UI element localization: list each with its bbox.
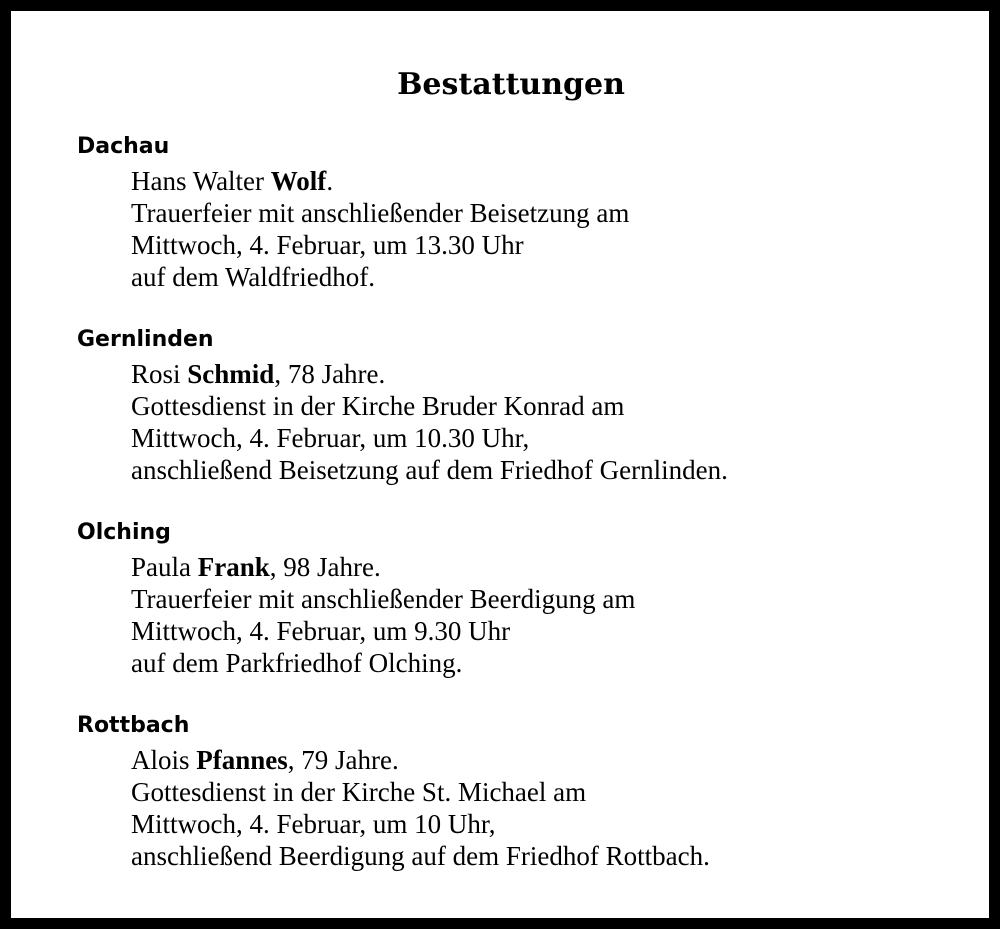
- ceremony-line: Trauerfeier mit anschließender Beisetzung am: [131, 198, 630, 228]
- age-text: , 98 Jahre.: [269, 552, 381, 582]
- given-name: Hans Walter: [131, 166, 271, 196]
- deceased-name-line: [131, 358, 977, 390]
- given-name: Alois: [131, 745, 197, 775]
- location-line: anschließend Beisetzung auf dem Friedhof Gernlinden.: [131, 455, 728, 485]
- deceased-name-line: [131, 551, 977, 583]
- ceremony-line: Gottesdienst in der Kirche Bruder Konrad am: [131, 391, 625, 421]
- burial-section-dachau: [77, 133, 977, 293]
- location-line: auf dem Waldfriedhof.: [131, 262, 375, 292]
- date-time-line: Mittwoch, 4. Februar, um 13.30 Uhr: [131, 230, 524, 260]
- burial-section-gernlinden: [77, 326, 977, 486]
- deceased-name-line: [131, 165, 977, 197]
- location-line: anschließend Beerdigung auf dem Friedhof Rottbach.: [131, 841, 710, 871]
- burial-section-olching: [77, 519, 977, 679]
- deceased-name-line: [131, 744, 977, 776]
- surname: Frank: [197, 552, 270, 582]
- surname: Pfannes: [196, 745, 288, 775]
- given-name: Rosi: [131, 359, 188, 389]
- ceremony-line: Gottesdienst in der Kirche St. Michael am: [131, 777, 587, 807]
- date-time-line: Mittwoch, 4. Februar, um 10.30 Uhr,: [131, 423, 530, 453]
- burial-entry: [131, 165, 977, 293]
- burial-entry: [131, 551, 977, 679]
- burial-entry: [131, 744, 977, 872]
- page-title: Bestattungen: [397, 67, 625, 102]
- surname: Wolf: [270, 166, 327, 196]
- given-name: Paula: [131, 552, 198, 582]
- burial-entry: [131, 358, 977, 486]
- surname: Schmid: [187, 359, 275, 389]
- date-time-line: Mittwoch, 4. Februar, um 10 Uhr,: [131, 809, 496, 839]
- date-time-line: Mittwoch, 4. Februar, um 9.30 Uhr: [131, 616, 511, 646]
- place-heading: Gernlinden: [77, 327, 214, 352]
- age-text: .: [326, 166, 334, 196]
- burial-section-rottbach: [77, 712, 977, 872]
- location-line: auf dem Parkfriedhof Olching.: [131, 648, 463, 678]
- age-text: , 79 Jahre.: [287, 745, 399, 775]
- place-heading: Olching: [77, 520, 171, 545]
- ceremony-line: Trauerfeier mit anschließender Beerdigung am: [131, 584, 636, 614]
- place-heading: Dachau: [77, 134, 170, 159]
- place-heading: Rottbach: [77, 713, 190, 738]
- age-text: , 78 Jahre.: [274, 359, 386, 389]
